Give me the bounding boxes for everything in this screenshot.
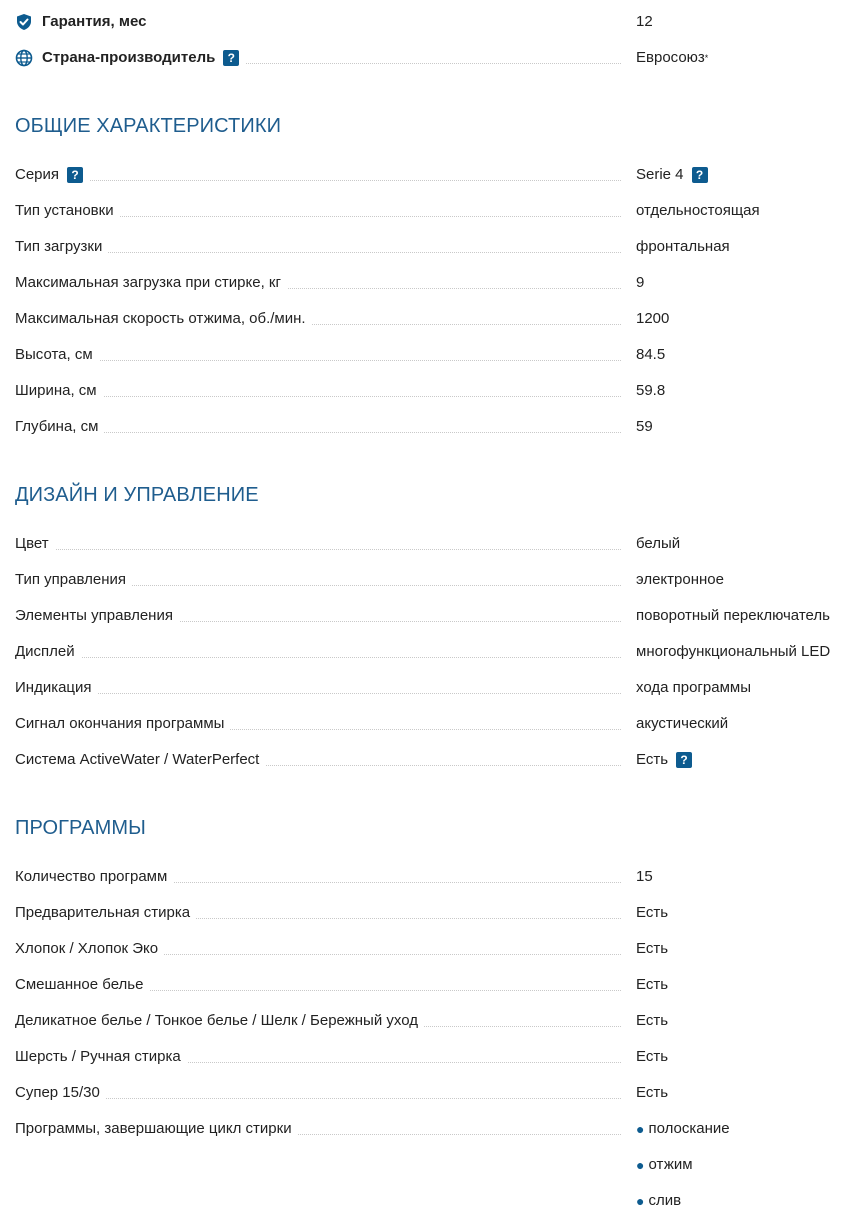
dotted-leader [15, 180, 621, 181]
spec-label: Супер 15/30 [15, 1081, 106, 1105]
spec-value: Есть [636, 940, 669, 957]
help-icon[interactable]: ? [67, 167, 83, 183]
spec-value: акустический [636, 715, 729, 732]
spec-row [15, 343, 851, 367]
spec-value: Есть [636, 1084, 669, 1101]
spec-value-list-item: ● слив [636, 1189, 681, 1213]
dotted-leader [15, 396, 621, 397]
spec-row [15, 1009, 851, 1033]
spec-value: электронное [636, 571, 724, 588]
dotted-leader [15, 693, 621, 694]
spec-label: Высота, см [15, 343, 99, 367]
help-icon[interactable]: ? [223, 50, 239, 66]
spec-row [15, 640, 851, 664]
spec-row [15, 748, 851, 772]
dotted-leader [15, 657, 621, 658]
spec-value: 1200 [636, 310, 670, 327]
dotted-leader [15, 432, 621, 433]
spec-label: Тип загрузки [15, 235, 108, 259]
spec-row [15, 199, 851, 223]
globe-icon [15, 49, 33, 67]
spec-value: 59.8 [636, 382, 666, 399]
bullet-icon: ● [636, 1193, 645, 1209]
spec-row [15, 415, 851, 439]
dotted-leader [15, 360, 621, 361]
spec-row [15, 271, 851, 295]
spec-label: Шерсть / Ручная стирка [15, 1045, 187, 1069]
spec-value: белый [636, 535, 681, 552]
spec-row-country [15, 46, 851, 70]
spec-label: Элементы управления [15, 604, 179, 628]
bullet-icon: ● [636, 1121, 645, 1137]
spec-row [15, 937, 851, 961]
spec-row [15, 532, 851, 556]
spec-row [15, 379, 851, 403]
spec-value: хода программы [636, 679, 751, 696]
spec-value: Есть [636, 1048, 669, 1065]
spec-label: Система ActiveWater / WaterPerfect [15, 748, 265, 772]
spec-value: 9 [636, 274, 645, 291]
spec-label: Цвет [15, 532, 55, 556]
shield-check-icon [15, 13, 33, 31]
spec-value: Serie 4 [636, 166, 684, 183]
spec-row [15, 307, 851, 331]
spec-row [15, 712, 851, 736]
spec-label: Тип управления [15, 568, 132, 592]
spec-row [15, 1081, 851, 1105]
dotted-leader [15, 1098, 621, 1099]
help-icon[interactable]: ? [676, 752, 692, 768]
spec-row [15, 568, 851, 592]
spec-value: поворотный переключатель [636, 607, 830, 624]
spec-value: Есть [636, 904, 669, 921]
spec-value-list-item: ● полоскание [636, 1117, 730, 1141]
spec-value: фронтальная [636, 238, 730, 255]
spec-label: Хлопок / Хлопок Эко [15, 937, 164, 961]
spec-label: Количество программ [15, 865, 173, 889]
spec-value: отдельностоящая [636, 202, 760, 219]
bullet-icon: ● [636, 1157, 645, 1173]
spec-row [15, 1117, 851, 1141]
spec-row [15, 604, 851, 628]
spec-row [15, 676, 851, 700]
spec-label: Ширина, см [15, 379, 103, 403]
section-title-design: ДИЗАЙН И УПРАВЛЕНИЕ [15, 484, 259, 506]
spec-label: Страна-производитель [42, 49, 216, 66]
spec-label: Индикация [15, 676, 98, 700]
section-title-programs: ПРОГРАММЫ [15, 817, 146, 839]
spec-value: Есть [636, 976, 669, 993]
spec-row [15, 1045, 851, 1069]
spec-value: 59 [636, 418, 653, 435]
spec-label: Глубина, см [15, 415, 104, 439]
spec-label: Гарантия, мес [42, 13, 147, 30]
spec-value: 84.5 [636, 346, 666, 363]
spec-row-warranty [15, 10, 851, 34]
spec-row [15, 235, 851, 259]
spec-value: Евросоюз [636, 49, 705, 66]
spec-label: Смешанное белье [15, 973, 149, 997]
spec-value: многофункциональный LED [636, 643, 831, 660]
spec-row [15, 163, 851, 187]
dotted-leader [15, 549, 621, 550]
spec-row-continuation [15, 1153, 851, 1177]
spec-label: Предварительная стирка [15, 901, 196, 925]
spec-label: Максимальная загрузка при стирке, кг [15, 271, 287, 295]
spec-row-continuation [15, 1189, 851, 1213]
spec-value: 12 [636, 13, 653, 30]
spec-label: Деликатное белье / Тонкое белье / Шелк / Бережный уход [15, 1009, 424, 1033]
spec-value: 15 [636, 868, 653, 885]
spec-value: Есть [636, 1012, 669, 1029]
spec-label: Дисплей [15, 640, 81, 664]
spec-value-list-item: ● отжим [636, 1153, 693, 1177]
spec-row [15, 901, 851, 925]
spec-row [15, 973, 851, 997]
help-icon[interactable]: ? [692, 167, 708, 183]
spec-value: Есть [636, 751, 669, 768]
spec-label: Серия [15, 166, 60, 183]
spec-label: Тип установки [15, 199, 120, 223]
spec-label: Сигнал окончания программы [15, 712, 230, 736]
spec-label: Программы, завершающие цикл стирки [15, 1117, 298, 1141]
spec-row [15, 865, 851, 889]
section-title-general: ОБЩИЕ ХАРАКТЕРИСТИКИ [15, 115, 282, 137]
footnote-mark: * [704, 53, 709, 63]
spec-label: Максимальная скорость отжима, об./мин. [15, 307, 312, 331]
